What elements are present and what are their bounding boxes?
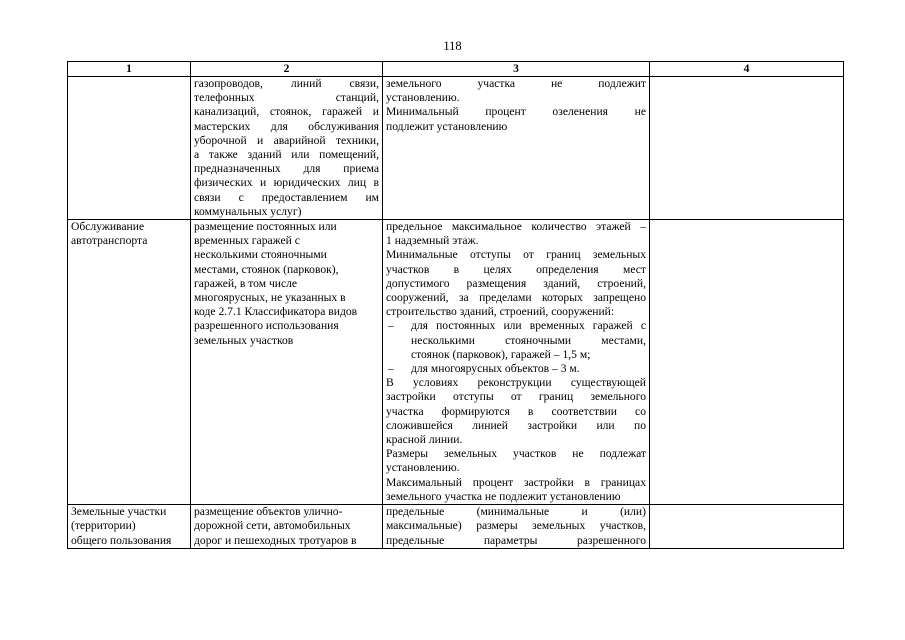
cell-text-line: установлению. [386, 461, 460, 475]
cell-text-line: телефонных станций, [194, 91, 379, 105]
cell-text-line: Земельные участки [71, 505, 167, 519]
cell-text-line: автотранспорта [71, 234, 148, 248]
cell-text-line: В условиях реконструкции существующей [386, 376, 646, 390]
cell-text-line: подлежит установлению [386, 119, 508, 133]
table-row [68, 77, 844, 220]
table-cell-col3 [383, 77, 650, 220]
cell-text-line: коммунальных услуг) [194, 204, 302, 218]
table-row [68, 220, 844, 505]
cell-text-line: для постоянных или временных гаражей с [411, 319, 646, 333]
dash-bullet: – [388, 319, 394, 333]
cell-text-line: установлению. [386, 91, 460, 105]
table-cell-col1 [68, 505, 191, 549]
cell-text-line: Обслуживание [71, 220, 145, 234]
header-row [68, 62, 844, 77]
cell-text-line: газопроводов, линий связи, [194, 77, 379, 90]
cell-text-line: общего пользования [71, 533, 172, 547]
cell-text-line: гаражей, в том числе [194, 276, 298, 290]
regulations-table [67, 61, 844, 549]
cell-text-line: разрешенного использования [194, 319, 339, 333]
column-header-4: 4 [650, 62, 844, 77]
cell-text-line: стоянок (парковок), гаражей – 1,5 м; [411, 347, 591, 361]
cell-text-line: связи с предоставлением им [194, 190, 379, 204]
cell-text-line: допустимого размещения зданий, строений, [386, 276, 646, 290]
cell-text-line: коде 2.7.1 Классификатора видов [194, 305, 358, 319]
column-header-1: 1 [68, 62, 191, 77]
cell-text-line: уборочной и аварийной техники, [194, 133, 379, 147]
dash-bullet [386, 348, 411, 362]
cell-text-line: размещение объектов улично- [194, 505, 343, 519]
cell-text-line: красной линии. [386, 433, 463, 447]
table-cell-col3 [383, 220, 650, 505]
dash-bullet: – [388, 362, 394, 376]
cell-text-line: (территории) [71, 519, 136, 533]
cell-text-line: предельные (минимальные и (или) [386, 505, 646, 519]
cell-text-line: 1 надземный этаж. [386, 234, 479, 248]
cell-text-line: предназначенных для приема [194, 162, 379, 176]
table-cell-col4 [650, 505, 844, 549]
cell-text-line: участка формируются в соответствии со [386, 404, 646, 418]
cell-text-line: сложившейся линией застройки или по [386, 418, 646, 432]
cell-text-line: несколькими стояночными местами, [411, 333, 646, 347]
column-header-2: 2 [191, 62, 383, 77]
dash-bullet [386, 334, 411, 348]
table-cell-col1 [68, 220, 191, 505]
cell-text-line: застройки отступы от границ земельного [386, 390, 646, 404]
cell-text-line: Минимальный процент озеленения не [386, 105, 646, 119]
table-cell-col1 [68, 77, 191, 220]
cell-text-line: мастерских для обслуживания [194, 119, 379, 133]
cell-text-line: физических и юридических лиц в [194, 176, 379, 190]
list-item-line [386, 319, 646, 333]
cell-text-line: земельного участка не подлежит установлению [386, 489, 621, 503]
table-cell-col3 [383, 505, 650, 549]
table-cell-col4 [650, 77, 844, 220]
list-item-line [386, 334, 646, 348]
cell-text-line: дорог и пешеходных тротуаров в [194, 533, 357, 547]
cell-text-line: предельное максимальное количество этажей – [386, 220, 646, 234]
cell-text-line: сооружений, за пределами которых запрещено [386, 291, 646, 305]
table-cell-col2 [191, 220, 383, 505]
page-number: 118 [443, 39, 462, 53]
cell-text-line: размещение постоянных или [194, 220, 337, 234]
cell-text-line: земельного участка не подлежит [386, 77, 646, 90]
cell-text-line: участков в целях определения мест [386, 262, 646, 276]
cell-text-line: канализаций, стоянок, гаражей и [194, 105, 379, 119]
table-cell-col2 [191, 77, 383, 220]
cell-text-line: многоярусных, не указанных в [194, 291, 346, 305]
cell-text-line: предельные параметры разрешенного [386, 533, 646, 547]
cell-text-line: а также зданий или помещений, [194, 148, 379, 162]
cell-text-line: Минимальные отступы от границ земельных [386, 248, 646, 262]
list-item-line [386, 362, 646, 376]
cell-text-line: Максимальный процент застройки в границах [386, 475, 646, 489]
list-item-line [386, 348, 646, 362]
cell-text-line: местами, стоянок (парковок), [194, 262, 339, 276]
cell-text-line: несколькими стояночными [194, 248, 327, 262]
cell-text-line: земельных участков [194, 333, 294, 347]
cell-text-line: дорожной сети, автомобильных [194, 519, 351, 533]
cell-text-line: строительство зданий, строений, сооружений: [386, 305, 615, 319]
table-cell-col4 [650, 220, 844, 505]
cell-text-line: для многоярусных объектов – 3 м. [411, 362, 580, 376]
column-header-3: 3 [383, 62, 650, 77]
cell-text-line: Размеры земельных участков не подлежат [386, 447, 646, 461]
table-cell-col2 [191, 505, 383, 549]
cell-text-line: временных гаражей с [194, 234, 300, 248]
cell-text-line: максимальные) размеры земельных участков, [386, 519, 646, 533]
table-row [68, 505, 844, 549]
